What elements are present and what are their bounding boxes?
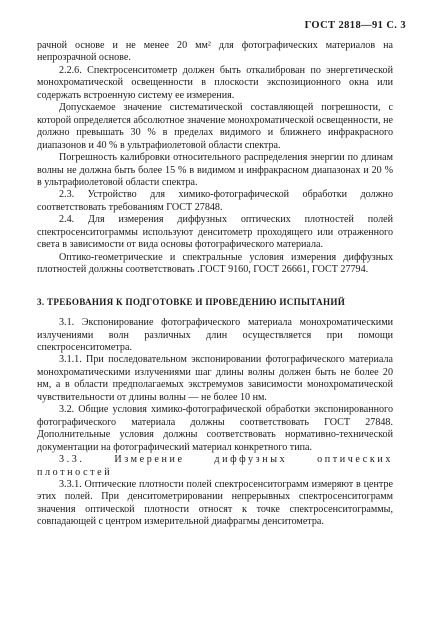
page-header: ГОСТ 2818—91 С. 3 [304,20,406,31]
paragraph-continuation: рачной основе и не менее 20 мм² для фотографических материалов на непрозрачной основе. [37,40,393,64]
paragraph-tolerance: Допускаемое значение систематической составляющей погрешности, с которой определяется абсолютное значение монохроматической освещенности, не должно превышать 30 % в пределах видимого и ближнего инфракрасного диапазонов и 40 % в ультрафиолетовой области спектра. [37,102,393,151]
paragraph-3-2: 3.2. Общие условия химико-фотографической обработки экспонированного фотографического материала должны соответствовать ГОСТ 27848. Дополнительные условия должны соответствовать нормативно-технической документации на фотографический материал конкретного типа. [37,404,393,453]
paragraph-3-3-1: 3.3.1. Оптические плотности полей спектросенситограмм измеряют в центре этих полей. При денситометрировании непрерывных спектросенситограмм значения оптической плотности относят к точке спектросенситограммы, совпадающей с центром измерительной диафрагмы денситометра. [37,478,393,528]
document-body [37,40,393,529]
subheading-3-3: 3.3. Измерение диффузных оптических плотностей [37,454,393,478]
paragraph-calibration-error: Погрешность калибровки относительного распределения энергии по длинам волны не должна быть более 15 % в видимом и инфракрасном диапазонах и 20 % в ультрафиолетовой области спектра. [37,152,393,188]
paragraph-optical-conditions: Оптико-геометрические и спектральные условия измерения диффузных плотностей должны соответствовать .ГОСТ 9160, ГОСТ 26661, ГОСТ 27794. [37,251,393,276]
section-heading-3: 3. ТРЕБОВАНИЯ К ПОДГОТОВКЕ И ПРОВЕДЕНИЮ ИСПЫТАНИЙ [37,296,346,307]
paragraph-2-3: 2.3. Устройство для химико-фотографической обработки должно соответствовать требованиям ГОСТ 27848. [37,189,393,213]
paragraph-3-1: 3.1. Экспонирование фотографического материала монохроматическими излучениями волн различных длин осуществляется при помощи спектросенситометра. [37,317,393,353]
paragraph-2-4: 2.4. Для измерения диффузных оптических плотностей полей спектросенситограммы используют денситометр проходящего или отраженного света в зависимости от вида основы фотографического материала. [37,214,393,251]
paragraph-2-2-6: 2.2.6. Спектросенситометр должен быть откалиброван по энергетической монохроматической освещенности в плоскости экспозиционного окна или содержать встроенную систему ее измерения. [37,64,393,101]
paragraph-3-1-1: 3.1.1. При последовательном экспонировании фотографического материала монохроматическими излучениями шаг длины волны должен быть не более 20 нм, а в области предполагаемых экстремумов зависимости монохроматической чувствительности от длины волны — не более 10 нм. [37,354,393,403]
